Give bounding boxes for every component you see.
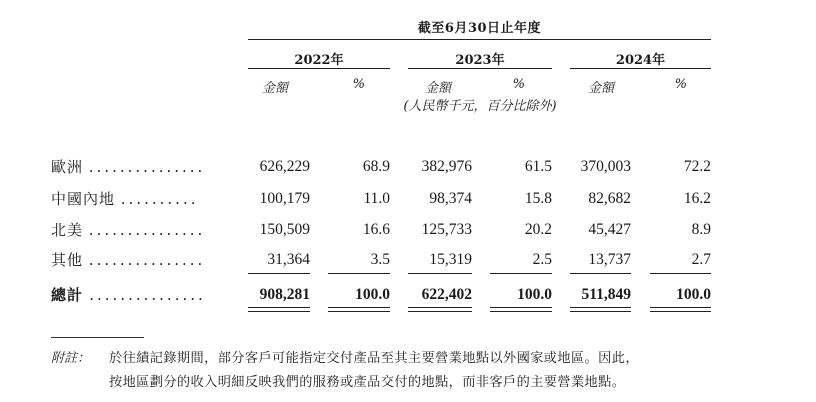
total-double-rule-2024-amount	[570, 307, 631, 312]
amount-2024: 370,003	[580, 158, 631, 175]
amount-2023: 15,319	[429, 251, 472, 268]
period-title: 截至6月30日止年度	[417, 21, 542, 36]
total-percent-2023: 100.0	[517, 286, 552, 303]
subtotal-rule-2022-percent	[328, 273, 390, 274]
total-amount-2024: 511,849	[581, 286, 631, 303]
percent-2022: 11.0	[363, 190, 390, 207]
total-percent-2024: 100.0	[676, 286, 711, 303]
percent-2023: 15.8	[524, 190, 552, 207]
amount-2022-label: 金額	[262, 81, 289, 96]
amount-2023: 98,374	[429, 190, 472, 207]
total-double-rule-2022-percent	[328, 307, 390, 312]
percent-2023: 20.2	[524, 221, 552, 238]
footnote-line-2: 按地區劃分的收入明細反映我們的服務或產品交付的地點，而非客戶的主要營業地點。	[109, 375, 626, 390]
row-label-text: 中國內地	[51, 190, 116, 208]
year-2023-rule	[408, 68, 552, 69]
total-label-text: 總計	[51, 286, 84, 304]
row-label	[51, 156, 205, 177]
amount-2023: 125,733	[421, 221, 472, 238]
footnote-label: 附註：	[51, 351, 91, 366]
total-double-rule-2023-amount	[408, 307, 472, 312]
percent-2022-label: %	[352, 77, 365, 92]
percent-2023: 2.5	[532, 251, 552, 268]
total-double-rule-2024-percent	[650, 307, 711, 312]
row-leader: ..........	[120, 190, 199, 208]
percent-2024: 8.9	[691, 221, 711, 238]
amount-2024: 82,682	[588, 190, 631, 207]
percent-2022: 68.9	[362, 158, 390, 175]
amount-2022: 100,179	[259, 190, 310, 207]
header-rule-top	[248, 39, 711, 40]
subtotal-rule-2023-amount	[408, 273, 472, 274]
subtotal-rule-2023-percent	[490, 273, 552, 274]
row-label	[51, 219, 205, 240]
percent-2024-label: %	[674, 77, 687, 92]
row-label	[51, 249, 205, 270]
total-double-rule-2022-amount	[248, 307, 310, 312]
amount-2023-label: 金額	[425, 81, 452, 96]
footnote-rule	[51, 337, 144, 338]
subtotal-rule-2024-amount	[570, 273, 631, 274]
row-leader: ...............	[89, 286, 206, 304]
subtotal-rule-2024-percent	[650, 273, 711, 274]
percent-2022: 16.6	[362, 221, 390, 238]
percent-2024: 16.2	[683, 190, 711, 207]
total-amount-2023: 622,402	[421, 286, 472, 303]
year-2024-heading: 2024年	[615, 53, 666, 68]
percent-2023: 61.5	[524, 158, 552, 175]
year-2024-rule	[570, 68, 711, 69]
total-percent-2022: 100.0	[355, 286, 390, 303]
row-label-text: 北美	[51, 221, 84, 239]
row-label-text: 其他	[51, 251, 84, 269]
year-2023-heading: 2023年	[455, 53, 505, 68]
row-leader: ...............	[88, 158, 206, 176]
total-label	[51, 284, 206, 305]
row-leader: ...............	[88, 251, 206, 269]
amount-2022: 626,229	[259, 158, 310, 175]
year-2022-heading: 2022年	[294, 53, 344, 68]
row-label-text: 歐洲	[51, 158, 84, 176]
percent-2024: 2.7	[691, 251, 711, 268]
unit-note: (人民幣千元，百分比除外)	[403, 99, 557, 114]
total-double-rule-2023-percent	[490, 307, 552, 312]
percent-2024: 72.2	[683, 158, 711, 175]
percent-2022: 3.5	[370, 251, 390, 268]
footnote-line-1: 於往績記錄期間，部分客戶可能指定交付產品至其主要營業地點以外國家或地區。因此，	[109, 351, 639, 366]
row-leader: ...............	[88, 221, 206, 239]
total-amount-2022: 908,281	[259, 286, 310, 303]
amount-2024: 45,427	[588, 221, 631, 238]
amount-2022: 150,509	[259, 221, 310, 238]
percent-2023-label: %	[512, 77, 525, 92]
row-label	[51, 188, 198, 209]
amount-2024: 13,737	[588, 251, 631, 268]
amount-2022: 31,364	[267, 251, 310, 268]
year-2022-rule	[248, 68, 390, 69]
amount-2024-label: 金額	[588, 81, 615, 96]
amount-2023: 382,976	[421, 158, 472, 175]
subtotal-rule-2022-amount	[248, 273, 310, 274]
